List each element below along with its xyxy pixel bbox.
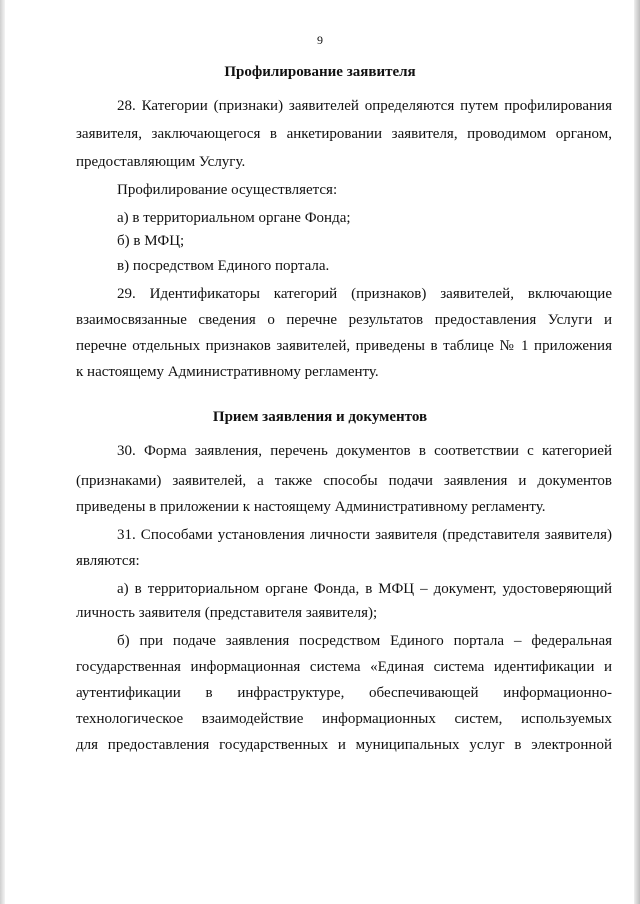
paragraph-line: приведены в приложении к настоящему Административному регламенту. [76,499,546,515]
list-item-line: а) в территориальном органе Фонда; [117,210,351,226]
paragraph-line: предоставляющим Услугу. [76,154,246,170]
paragraph-line: 31. Способами установления личности заявителя (представителя заявителя) [117,527,612,543]
list-item-line: б) при подаче заявления посредством Единого портала – федеральная [117,633,612,649]
paragraph-line: являются: [76,553,140,569]
paragraph-line: перечне отдельных признаков заявителей, приведены в таблице № 1 приложения [76,338,612,354]
section-heading-application-intake: Прием заявления и документов [212,409,428,425]
paragraph-line: для предоставления государственных и муниципальных услуг в электронной [76,737,612,753]
list-item-line: в) посредством Единого портала. [117,258,330,274]
scan-edge-left [0,0,5,904]
section-heading-profiling: Профилирование заявителя [224,64,416,80]
paragraph-line: 29. Идентификаторы категорий (признаков) заявителей, включающие [117,286,612,302]
paragraph-line: взаимосвязанные сведения о перечне результатов предоставления Услуги и [76,312,612,328]
paragraph-line: Профилирование осуществляется: [117,182,338,198]
list-item-line: а) в территориальном органе Фонда, в МФЦ – документ, удостоверяющий [117,581,612,597]
paragraph-line: заявителя, заключающегося в анкетировании заявителя, проводимом органом, [76,126,612,142]
paragraph-line: 30. Форма заявления, перечень документов в соответствии с категорией [117,443,612,459]
paragraph-line: технологическое взаимодействие информационных систем, используемых [76,711,612,727]
paragraph-line: личность заявителя (представителя заявителя); [76,605,378,621]
paragraph-line: к настоящему Административному регламенту. [76,364,379,380]
paragraph-line: государственная информационная система «Единая система идентификации и [76,659,612,675]
paragraph-line: (признаками) заявителей, а также способы подачи заявления и документов [76,473,612,489]
scan-edge-right [634,0,640,904]
paragraph-line: аутентификации в инфраструктуре, обеспечивающей информационно- [76,685,612,701]
paragraph-line: 28. Категории (признаки) заявителей определяются путем профилирования [117,98,612,114]
list-item-line: б) в МФЦ; [117,233,185,249]
page-number: 9 [317,33,323,47]
